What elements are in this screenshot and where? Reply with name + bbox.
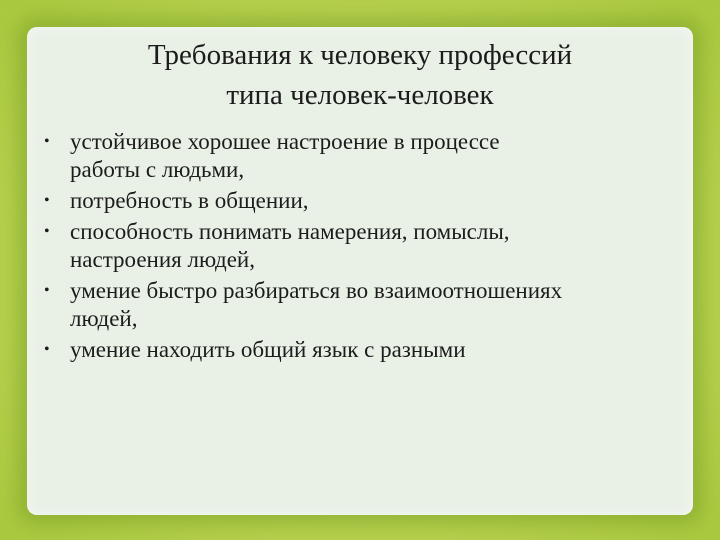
slide-title-line: типа человек-человек — [226, 79, 494, 111]
bullet-text: потребность в общении, — [70, 188, 309, 213]
bullet-item — [40, 187, 690, 215]
bullet-text: настроения людей, — [70, 247, 255, 272]
bullet-dot-icon: • — [44, 192, 50, 209]
bullet-text: работы с людьми, — [70, 157, 245, 182]
bullet-item — [40, 336, 690, 364]
bullet-dot-icon: • — [44, 282, 50, 299]
bullet-text: способность понимать намерения, помыслы, — [70, 219, 510, 244]
bullet-item — [40, 218, 690, 274]
slide-title — [0, 35, 720, 115]
bullet-dot-icon: • — [44, 341, 50, 358]
bullet-text: людей, — [70, 306, 138, 331]
bullet-text: устойчивое хорошее настроение в процессе — [70, 129, 500, 154]
bullet-dot-icon: • — [44, 133, 50, 150]
bullet-text: умение быстро разбираться во взаимоотношениях — [70, 278, 563, 303]
slide-title-line: Требования к человеку профессий — [147, 39, 573, 71]
bullet-item — [40, 277, 690, 333]
bullet-list — [40, 128, 690, 367]
bullet-text: умение находить общий язык с разными — [70, 337, 466, 362]
bullet-dot-icon: • — [44, 223, 50, 240]
bullet-item — [40, 128, 690, 184]
